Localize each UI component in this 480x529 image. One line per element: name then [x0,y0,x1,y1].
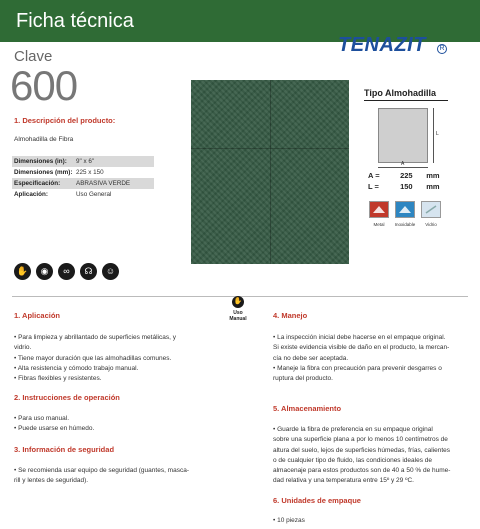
instrucciones-line: • Puede usarse en húmedo. [14,425,95,433]
manejo-heading: 4. Manejo [273,311,308,320]
spec-row [12,178,154,189]
dimension-a-label: A = [368,171,380,180]
almacenamiento-line: almacenaje para estos productos son de 40 a 50 % de hume- [273,467,451,475]
instrucciones-body [14,414,224,435]
seguridad-body [14,466,224,487]
spec-key: Aplicación: [14,191,48,198]
pad-seam [191,148,349,149]
spec-row [12,156,154,167]
aplicacion-line: • Para limpieza y abrillantado de superficies metálicas, y [14,334,176,341]
empaque-line: • 10 piezas [273,517,305,524]
dimension-l-row [368,182,440,191]
dimension-a-row [368,171,440,180]
spec-table [12,156,154,200]
product-image [191,80,349,264]
spec-row [12,167,154,178]
dimension-a-value: 225 [400,171,413,180]
descripcion-text: Almohadilla de Fibra [14,136,74,143]
seguridad-line: • Se recomienda usar equipo de seguridad (guantes, masca- [14,467,189,474]
mask-icon: ☺ [102,263,119,280]
almacenamiento-line: sobre una superficie plana a por lo menos 10 centímetros de [273,436,448,444]
tipo-title: Tipo Almohadilla [364,88,437,98]
clave-label: Clave [14,48,53,65]
seguridad-line: rill y lentes de seguridad). [14,477,89,485]
clave-number: 600 [10,62,78,109]
metal-icon [369,201,389,218]
dimension-a-line [378,167,428,168]
spec-value: 9" x 6" [76,158,95,165]
aplicacion-line: • Alta resistencia y cómodo trabajo manual. [14,364,139,372]
pad-diagram [378,108,428,163]
almacenamiento-line: dad relativa y una temperatura entre 15º y 29 ºC. [273,477,414,485]
metal-label: Metal [373,222,385,227]
tipo-divider [364,100,448,101]
uso-manual-label [222,310,254,322]
uso-label-line: Uso [233,310,243,316]
vidrio-icon [421,201,441,218]
empaque-heading: 6. Unidades de empaque [273,496,361,505]
empaque-body [273,516,473,526]
page-title: Ficha técnica [16,10,134,32]
almacenamiento-heading: 5. Almacenamiento [273,404,342,413]
spec-value: Uso General [76,191,112,198]
manejo-line: cía no debe ser aceptada. [273,354,349,362]
dimension-l-unit: mm [426,182,440,191]
goggles-icon: ∞ [58,263,75,280]
manejo-line: Si existe evidencia visible de daño en el producto, la mercan- [273,344,450,352]
registered-mark-icon: R [437,44,447,54]
vidrio-label: Vidrio [425,222,437,227]
inoxidable-label: Inoxidable [394,222,416,227]
spec-row [12,189,154,200]
aplicacion-line: • Fibras flexibles y resistentes. [14,375,102,383]
instrucciones-line: • Para uso manual. [14,415,70,422]
almacenamiento-body [273,425,473,487]
spec-value: 225 x 150 [76,169,104,176]
descripcion-heading: 1. Descripción del producto: [14,116,116,125]
hand-icon: ✋ [232,296,244,308]
spec-key: Especificación: [14,180,61,187]
dimension-l-label: L = [368,182,379,191]
aplicacion-heading: 1. Aplicación [14,311,60,320]
manejo-line: • Maneje la fibra con precaución para prevenir desgarres o [273,364,442,372]
aplicacion-body [14,333,224,384]
dimension-a-letter: A [401,161,405,167]
spec-value: ABRASIVA VERDE [76,180,131,187]
pad-seam [270,80,271,264]
spec-key: Dimensiones (in): [14,158,67,165]
ppe-icons [14,263,119,280]
manejo-line: ruptura del producto. [273,375,333,383]
almacenamiento-line: altura del suelo, lejos de superficies húmedas, frías, calientes [273,446,451,454]
dimension-a-unit: mm [426,171,440,180]
dimension-l-letter: L [436,131,439,137]
manejo-line: • La inspección inicial debe hacerse en el empaque original. [273,334,446,341]
dimension-l-value: 150 [400,182,413,191]
almacenamiento-line: • Guarde la fibra de preferencia en su empaque original [273,426,433,433]
eye-protection-icon: ◉ [36,263,53,280]
dimension-l-line [433,108,434,163]
instrucciones-heading: 2. Instrucciones de operación [14,393,120,402]
aplicacion-line: vidrio. [14,344,32,352]
aplicacion-line: • Tiene mayor duración que las almohadillas comunes. [14,354,172,362]
almacenamiento-line: o de cualquier tipo de fluido, las condiciones ideales de [273,456,432,464]
manejo-body [273,333,473,384]
brand-logo: TENAZIT [338,34,426,56]
inoxidable-icon [395,201,415,218]
seguridad-heading: 3. Información de seguridad [14,445,115,454]
spec-key: Dimensiones (mm): [14,169,73,176]
uso-label-line: Manual [229,316,247,322]
hands-icon: ✋ [14,263,31,280]
hearing-protection-icon: ☊ [80,263,97,280]
